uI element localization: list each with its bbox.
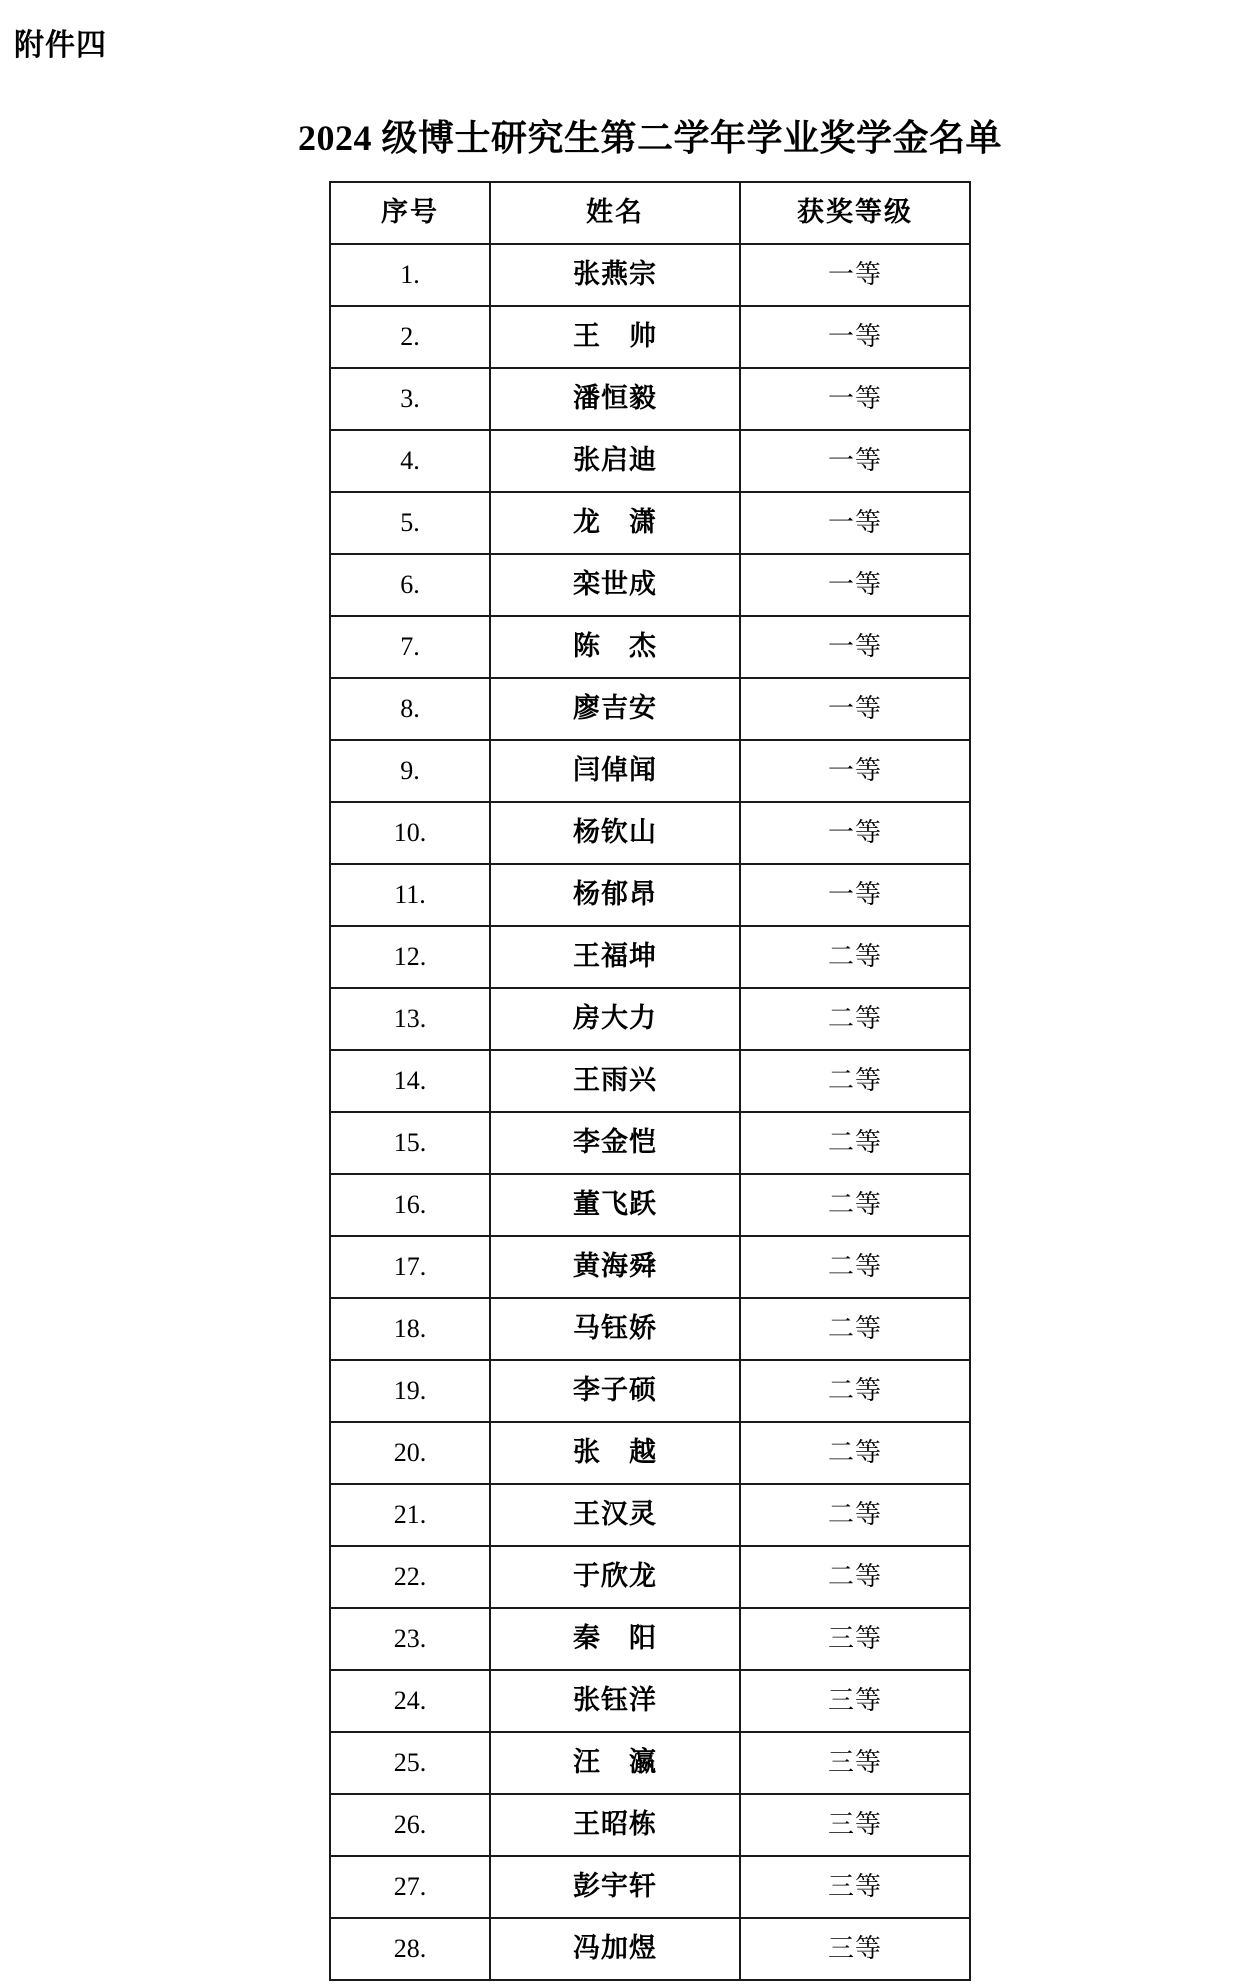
cell-name: 王福坤 [490,926,740,988]
cell-index: 7. [330,616,490,678]
table-header [330,182,970,244]
award-list-table [329,181,971,1981]
cell-level: 二等 [740,1174,970,1236]
table-row [330,244,970,306]
cell-index: 18. [330,1298,490,1360]
cell-index: 9. [330,740,490,802]
table-row [330,740,970,802]
cell-index: 3. [330,368,490,430]
cell-name: 张燕宗 [490,244,740,306]
table-row [330,988,970,1050]
cell-name: 张启迪 [490,430,740,492]
cell-level: 一等 [740,864,970,926]
cell-level: 一等 [740,740,970,802]
cell-level: 二等 [740,1546,970,1608]
cell-level: 二等 [740,1112,970,1174]
cell-level: 三等 [740,1670,970,1732]
cell-index: 21. [330,1484,490,1546]
cell-index: 16. [330,1174,490,1236]
table-row [330,554,970,616]
table-row [330,1422,970,1484]
cell-level: 一等 [740,430,970,492]
cell-name: 王雨兴 [490,1050,740,1112]
cell-index: 12. [330,926,490,988]
cell-level: 二等 [740,1484,970,1546]
table-row [330,430,970,492]
cell-name: 秦 阳 [490,1608,740,1670]
cell-name: 汪 瀛 [490,1732,740,1794]
cell-index: 17. [330,1236,490,1298]
cell-level: 三等 [740,1608,970,1670]
table-row [330,1236,970,1298]
column-header-name: 姓名 [490,182,740,244]
cell-level: 二等 [740,988,970,1050]
cell-level: 三等 [740,1918,970,1980]
table-row [330,1670,970,1732]
cell-level: 一等 [740,554,970,616]
cell-index: 20. [330,1422,490,1484]
table-row [330,802,970,864]
table-row [330,864,970,926]
table-row [330,1112,970,1174]
table-row [330,926,970,988]
table-row [330,1484,970,1546]
cell-index: 11. [330,864,490,926]
cell-level: 一等 [740,802,970,864]
table-row [330,1050,970,1112]
cell-level: 一等 [740,306,970,368]
cell-name: 闫倬闻 [490,740,740,802]
cell-index: 25. [330,1732,490,1794]
cell-name: 李子硕 [490,1360,740,1422]
cell-index: 19. [330,1360,490,1422]
cell-index: 23. [330,1608,490,1670]
page-title: 2024 级博士研究生第二学年学业奖学金名单 [297,118,1002,158]
cell-name: 彭宇轩 [490,1856,740,1918]
table-row [330,1298,970,1360]
cell-level: 三等 [740,1794,970,1856]
cell-name: 龙 潇 [490,492,740,554]
cell-name: 廖吉安 [490,678,740,740]
cell-index: 4. [330,430,490,492]
cell-index: 5. [330,492,490,554]
table-row [330,1360,970,1422]
cell-name: 张钰洋 [490,1670,740,1732]
cell-name: 冯加煜 [490,1918,740,1980]
cell-index: 26. [330,1794,490,1856]
table-row [330,678,970,740]
cell-level: 一等 [740,616,970,678]
cell-level: 一等 [740,244,970,306]
table-row [330,1546,970,1608]
award-table-container [0,181,1260,1981]
table-row [330,1732,970,1794]
cell-index: 13. [330,988,490,1050]
cell-level: 一等 [740,368,970,430]
cell-index: 6. [330,554,490,616]
cell-index: 10. [330,802,490,864]
column-header-index: 序号 [330,182,490,244]
table-row [330,1174,970,1236]
cell-level: 三等 [740,1856,970,1918]
cell-name: 陈 杰 [490,616,740,678]
cell-name: 于欣龙 [490,1546,740,1608]
cell-level: 一等 [740,492,970,554]
cell-name: 李金恺 [490,1112,740,1174]
cell-level: 三等 [740,1732,970,1794]
cell-level: 二等 [740,1298,970,1360]
cell-index: 22. [330,1546,490,1608]
cell-level: 二等 [740,1050,970,1112]
cell-name: 房大力 [490,988,740,1050]
cell-index: 15. [330,1112,490,1174]
cell-name: 潘恒毅 [490,368,740,430]
cell-name: 杨钦山 [490,802,740,864]
table-row [330,1918,970,1980]
table-row [330,1608,970,1670]
cell-index: 24. [330,1670,490,1732]
table-row [330,368,970,430]
cell-level: 二等 [740,1236,970,1298]
cell-name: 黄海舜 [490,1236,740,1298]
table-row [330,492,970,554]
cell-level: 二等 [740,1360,970,1422]
cell-name: 栾世成 [490,554,740,616]
cell-level: 二等 [740,1422,970,1484]
column-header-level: 获奖等级 [740,182,970,244]
table-row [330,1794,970,1856]
cell-index: 2. [330,306,490,368]
cell-name: 张 越 [490,1422,740,1484]
cell-name: 王 帅 [490,306,740,368]
cell-name: 董飞跃 [490,1174,740,1236]
cell-index: 27. [330,1856,490,1918]
cell-level: 二等 [740,926,970,988]
cell-name: 杨郁昂 [490,864,740,926]
attachment-label: 附件四 [14,29,107,62]
table-body [330,244,970,1980]
table-header-row [330,182,970,244]
table-row [330,616,970,678]
table-row [330,306,970,368]
cell-index: 28. [330,1918,490,1980]
cell-name: 王昭栋 [490,1794,740,1856]
cell-level: 一等 [740,678,970,740]
cell-index: 1. [330,244,490,306]
table-row [330,1856,970,1918]
cell-name: 王汉灵 [490,1484,740,1546]
cell-index: 8. [330,678,490,740]
cell-index: 14. [330,1050,490,1112]
cell-name: 马钰娇 [490,1298,740,1360]
